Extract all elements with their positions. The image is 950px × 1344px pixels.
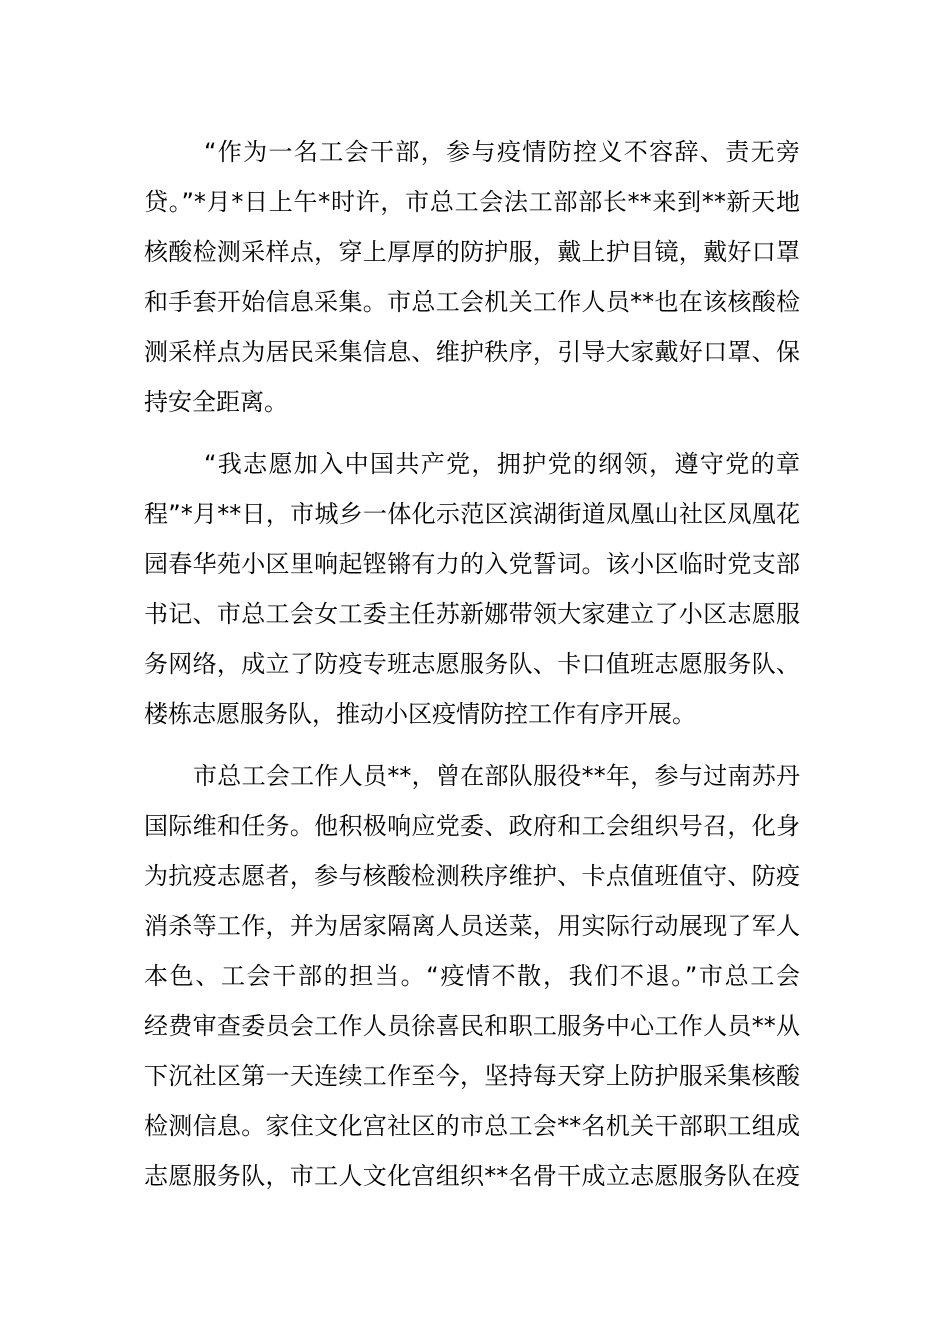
text-line: 测采样点为居民采集信息、维护秩序，引导大家戴好口罩、保 (144, 338, 800, 366)
text-line: 园春华苑小区里响起铿锵有力的入党誓词。该小区临时党支部 (144, 550, 800, 578)
text-line: “作为一名工会干部，参与疫情防控义不容辞、责无旁 (204, 138, 800, 166)
paragraph-1 (144, 127, 800, 427)
text-line: 务网络，成立了防疫专班志愿服务队、卡口值班志愿服务队、 (144, 650, 800, 678)
paragraph-2 (144, 439, 800, 739)
text-line: 贷。”*月*日上午*时许，市总工会法工部部长**来到**新天地 (144, 188, 800, 216)
text-line: 程”*月**日，市城乡一体化示范区滨湖街道凤凰山社区凤凰花 (144, 500, 800, 528)
text-line: 国际维和任务。他积极响应党委、政府和工会组织号召，化身 (144, 812, 800, 840)
document-body (144, 127, 800, 1201)
text-line: 本色、工会干部的担当。“疫情不散，我们不退。”市总工会 (144, 962, 800, 990)
text-line: 志愿服务队，市工人文化宫组织**名骨干成立志愿服务队在疫 (144, 1162, 800, 1190)
text-line: “我志愿加入中国共产党，拥护党的纲领，遵守党的章 (204, 450, 800, 478)
text-line: 楼栋志愿服务队，推动小区疫情防控工作有序开展。 (144, 700, 696, 728)
text-line: 下沉社区第一天连续工作至今，坚持每天穿上防护服采集核酸 (144, 1062, 800, 1090)
paragraph-3 (144, 751, 800, 1201)
text-line: 核酸检测采样点，穿上厚厚的防护服，戴上护目镜，戴好口罩 (144, 238, 800, 266)
text-line: 和手套开始信息采集。市总工会机关工作人员**也在该核酸检 (144, 288, 800, 316)
text-line: 为抗疫志愿者，参与核酸检测秩序维护、卡点值班值守、防疫 (144, 862, 800, 890)
text-line: 持安全距离。 (144, 388, 288, 416)
text-line: 消杀等工作，并为居家隔离人员送菜，用实际行动展现了军人 (144, 912, 800, 940)
text-line: 经费审查委员会工作人员徐喜民和职工服务中心工作人员**从 (144, 1012, 800, 1040)
text-line: 检测信息。家住文化宫社区的市总工会**名机关干部职工组成 (144, 1112, 800, 1140)
text-line: 市总工会工作人员**，曾在部队服役**年，参与过南苏丹 (193, 762, 800, 790)
text-line: 书记、市总工会女工委主任苏新娜带领大家建立了小区志愿服 (144, 600, 800, 628)
